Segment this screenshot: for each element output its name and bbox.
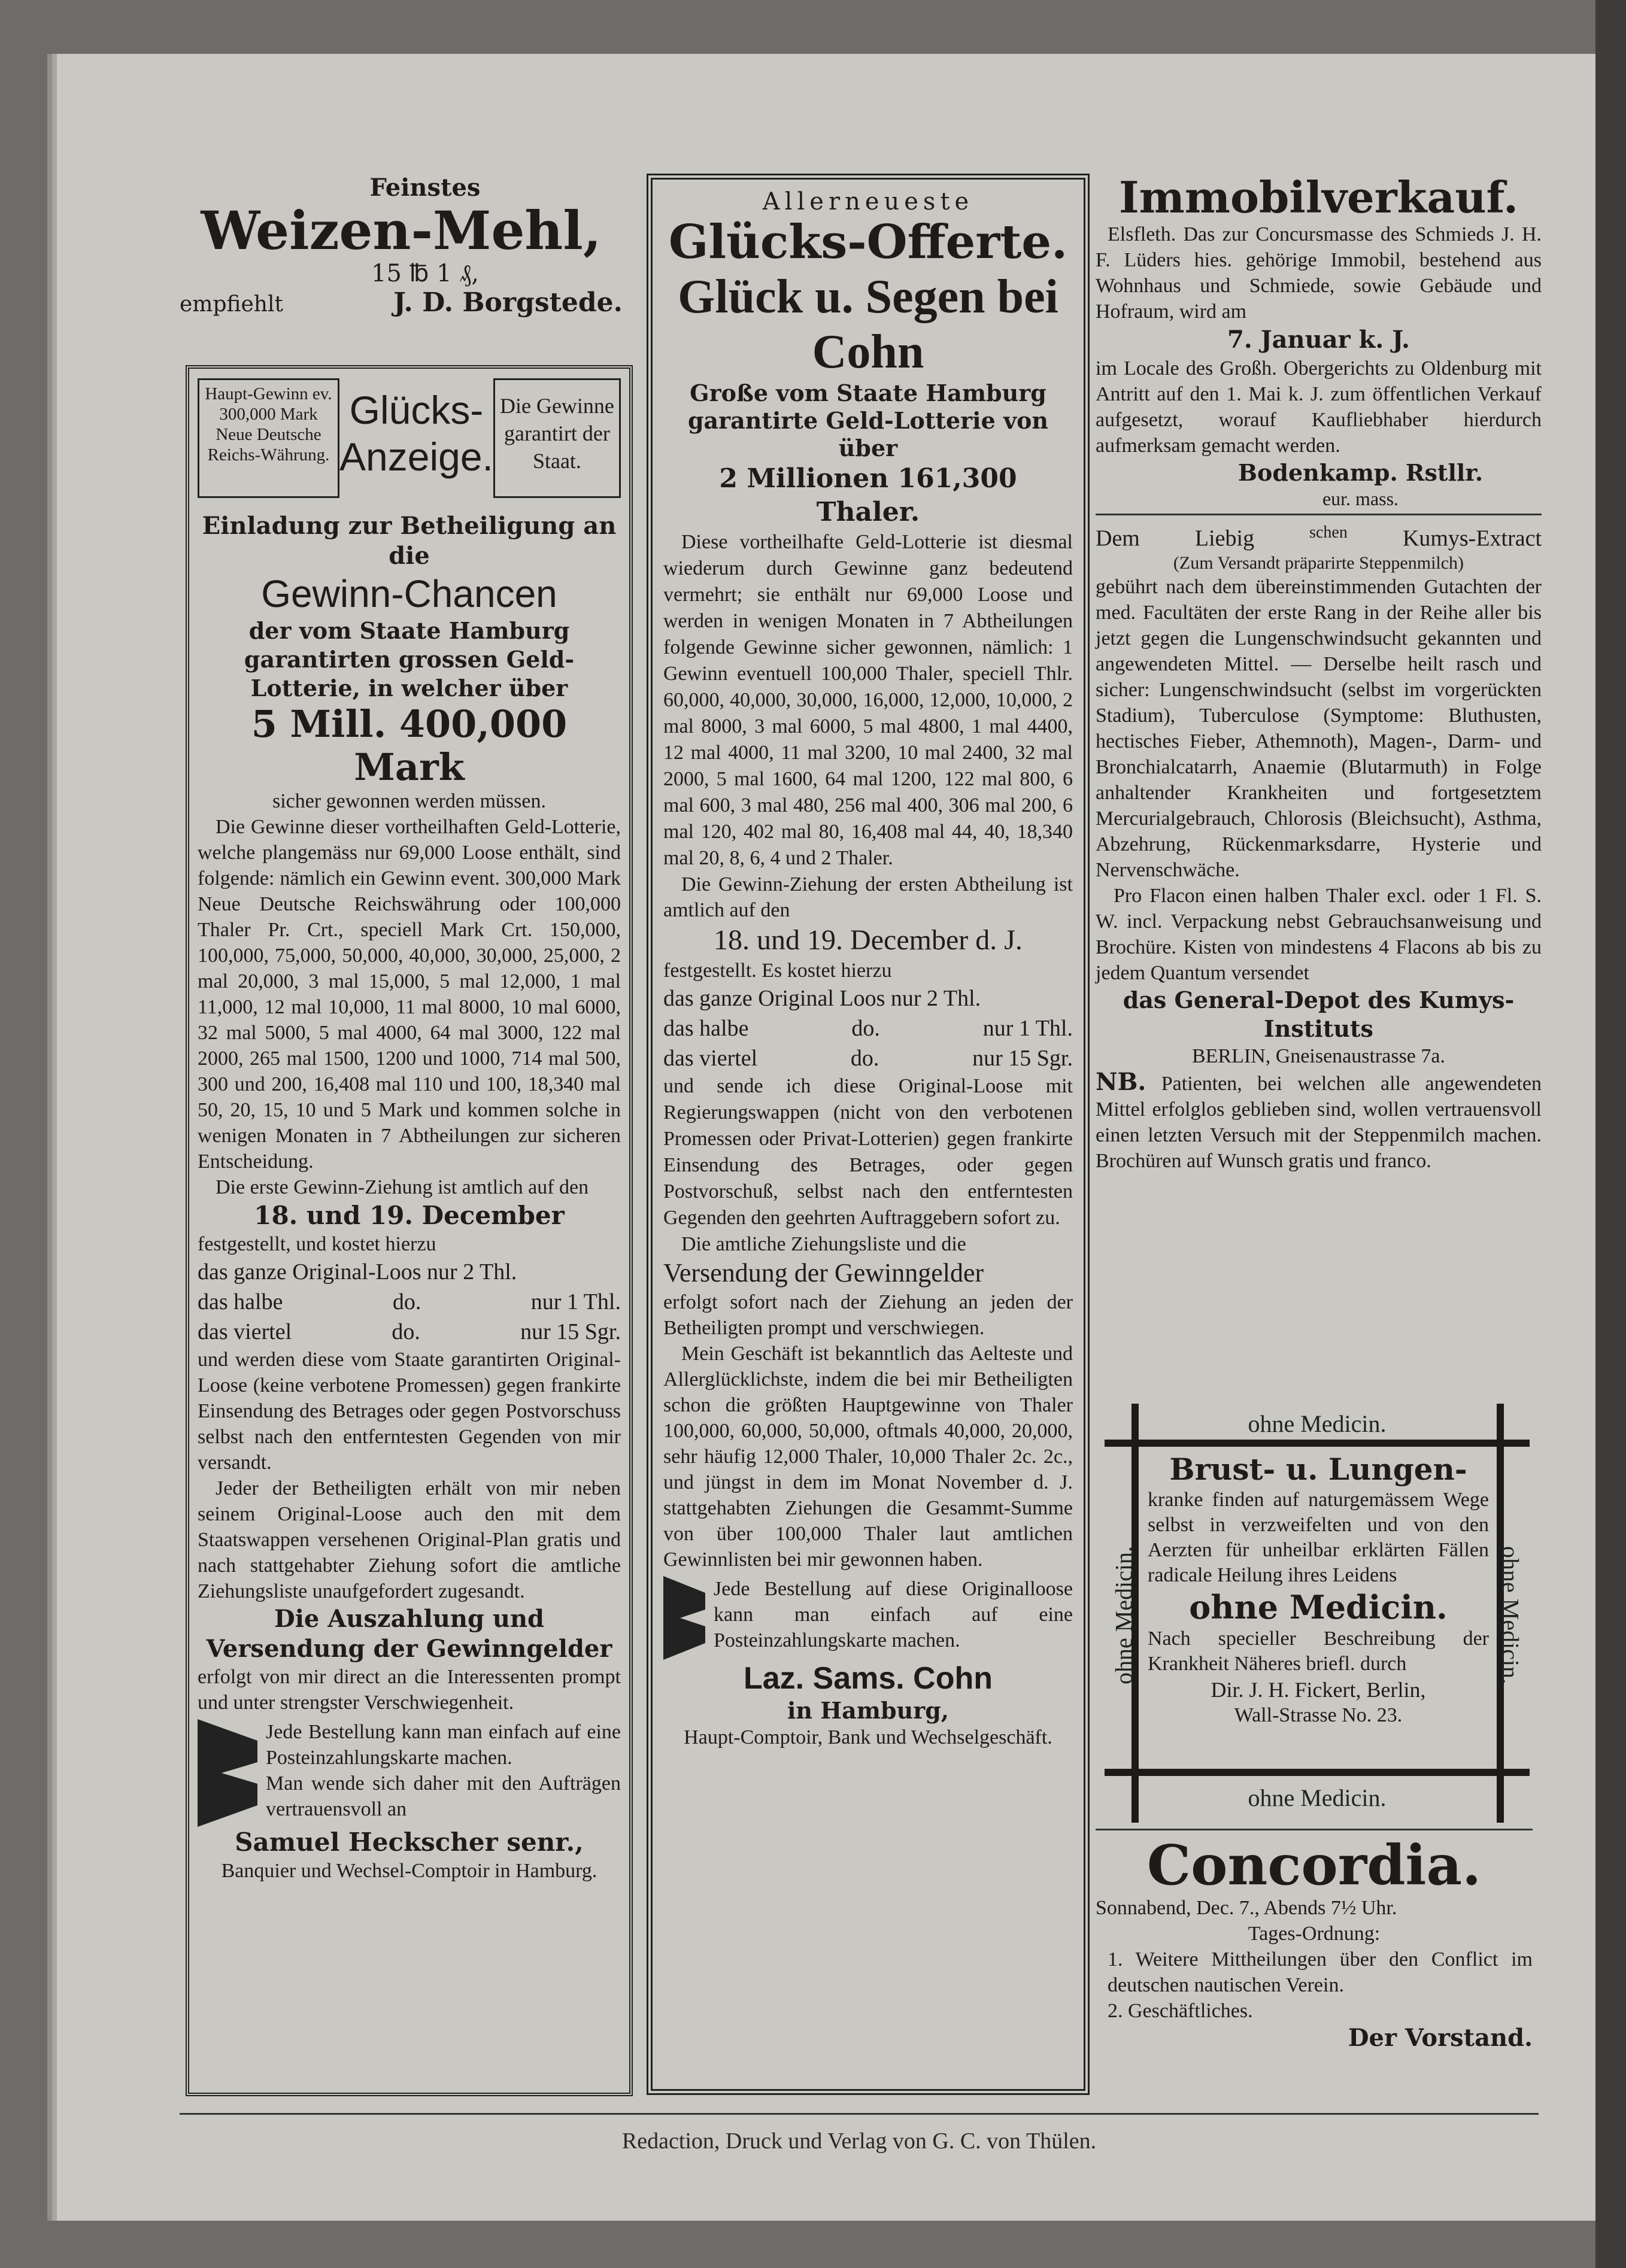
kumys-sub: (Zum Versandt präparirte Steppenmilch) bbox=[1173, 552, 1464, 573]
estate-body1: Elsfleth. Das zur Concursmasse des Schmieds J. H. F. Lüders hies. gehörige Immobil, bestehend aus Wohnhaus und Schmiede, sowie Gebäude und Hofraum, wird am bbox=[1096, 223, 1542, 323]
cohn-half-ditto: do. bbox=[851, 1016, 880, 1041]
kumys-head-a: Dem Liebig bbox=[1096, 526, 1255, 551]
cohn-body6: erfolgt sofort nach der Ziehung an jeden der Betheiligten prompt und verschwiegen. bbox=[663, 1291, 1073, 1339]
cohn-quarter-label: das viertel bbox=[663, 1046, 758, 1071]
heckscher-dates: 18. und 19. December bbox=[254, 1201, 565, 1230]
footer-rule bbox=[180, 2113, 1539, 2115]
cohn-body2: Die Gewinn-Ziehung der ersten Abtheilung ist amtlich auf den bbox=[663, 873, 1073, 921]
flour-price: 15 ℔ 1 ₰, bbox=[371, 260, 479, 287]
heckscher-header bbox=[198, 378, 621, 498]
heckscher-quarter-price: nur 15 Sgr. bbox=[520, 1319, 621, 1344]
estate-date: 7. Januar k. J. bbox=[1227, 326, 1410, 354]
kumys-nb-para bbox=[1096, 1069, 1542, 1174]
cohn-top: Allerneueste bbox=[762, 188, 974, 215]
column-left bbox=[180, 174, 623, 353]
cohn-body7: Mein Geschäft ist bekanntlich das Aelteste und Allerglücklichste, indem die bei mir Betheiligten schon die größten Hauptgewinne von Thaler 100,000, 60,000, 50,000, oftmals 40,000, 20,000, sehr häufig 12,000 Thaler, 10,000 Thaler 2c. 2c., und jüngst in dem im Monat November d. J. stattgehabten Ziehungen die Gesammt-Summe von über 100,000 Thaler laut amtlichen Gewinnlisten bei mir gewonnen haben. bbox=[663, 1343, 1073, 1571]
flour-ad bbox=[180, 174, 623, 353]
cohn-quarter-ditto: do. bbox=[850, 1046, 879, 1071]
pointing-hand-icon bbox=[663, 1576, 705, 1660]
cohn-sub: Große vom Staate Hamburg garantirte Geld-Lotterie von über bbox=[687, 379, 1049, 462]
estate-ad bbox=[1096, 174, 1542, 510]
cohn-quarter-price: nur 15 Sgr. bbox=[972, 1046, 1073, 1071]
cohn-amount: 2 Millionen 161,300 Thaler. bbox=[719, 463, 1017, 527]
frame-bar-top bbox=[1105, 1440, 1530, 1447]
heckscher-box-right: Die Gewinne garantirt der Staat. bbox=[493, 378, 621, 498]
heckscher-body4: und werden diese vom Staate garantirten Original-Loose (keine verbotene Promessen) gegen frankirte Einsendung des Betrages oder gegen Postvorschuss selbst nach den entferntesten Gegenden von mir versandt. bbox=[198, 1349, 621, 1474]
concordia-item1: 1. Weitere Mittheilungen über den Conflict im deutschen nautischen Verein. bbox=[1108, 1948, 1533, 1996]
heckscher-half-price: nur 1 Thl. bbox=[530, 1289, 621, 1314]
cohn-half-price: nur 1 Thl. bbox=[982, 1016, 1073, 1041]
heckscher-half-ditto: do. bbox=[392, 1289, 421, 1314]
medicin-doctor: Dir. J. H. Fickert, Berlin, bbox=[1211, 1678, 1426, 1702]
cohn-sending: Versendung der Gewinngelder bbox=[663, 1258, 984, 1288]
flour-seller: J. D. Borgstede. bbox=[393, 287, 623, 318]
cohn-title: Glücks-Offerte. bbox=[668, 215, 1068, 269]
heckscher-firm-sub: Banquier und Wechsel-Comptoir in Hamburg. bbox=[221, 1860, 597, 1882]
estate-sign2: eur. mass. bbox=[1322, 488, 1399, 509]
heckscher-quarter-label: das viertel bbox=[198, 1319, 292, 1344]
kumys-head-b: schen bbox=[1309, 523, 1348, 542]
frame-right-label: ohne Medicin. bbox=[1497, 1546, 1524, 1685]
frame-left-label: ohne Medicin. bbox=[1110, 1546, 1137, 1685]
heckscher-quarter-ditto: do. bbox=[392, 1319, 420, 1344]
column-right bbox=[1096, 174, 1542, 1174]
heckscher-body1: Die Gewinne dieser vortheilhaften Geld-Lotterie, welche plangemäss nur 69,000 Loose enthält, sind folgende: nämlich ein Gewinn event. 300,000 Mark Neue Deutsche Reichswährung oder 100,000 Thaler Pr. Crt., speciell Mark Crt. 150,000, 100,000, 75,000, 50,000, 40,000, 30,000, 25,000, 2 mal 20,000, 3 mal 15,000, 5 mal 12,000, 1 mal 11,000, 12 mal 10,000, 11 mal 8000, 10 mal 6000, 32 mal 5000, 5 mal 4000, 64 mal 3000, 122 mal 2000, 265 mal 1500, 1200 und 1000, 714 mal 500, 300 und 200, 16,408 mal 110 und 100, 18,340 mal 50, 20, 15, 10 und 5 Mark und kommen solche in wenigen Monaten in 7 Abtheilungen zur sicheren Entscheidung. bbox=[198, 816, 621, 1173]
medicin-ad bbox=[1105, 1404, 1530, 1823]
medicin-body2: Nach specieller Beschreibung der Krankheit Näheres briefl. durch bbox=[1148, 1628, 1489, 1675]
heckscher-sure: sicher gewonnen werden müssen. bbox=[272, 790, 546, 812]
divider bbox=[1096, 514, 1542, 515]
concordia-sign: Der Vorstand. bbox=[1348, 2024, 1533, 2052]
kumys-address: BERLIN, Gneisenaustrasse 7a. bbox=[1191, 1045, 1445, 1067]
cohn-whole: das ganze Original Loos nur 2 Thl. bbox=[663, 986, 981, 1011]
cohn-ad bbox=[647, 174, 1090, 2095]
concordia-ad bbox=[1096, 1829, 1533, 2053]
heckscher-body7: Jede Bestellung kann man einfach auf eine Posteinzahlungskarte machen. bbox=[266, 1721, 621, 1769]
kumys-body1: gebührt nach dem übereinstimmenden Gutachten der med. Facultäten der erste Rang in der Reihe aller bis jetzt gegen die Lungenschwindsucht gekannten und angewendeten Mittel. — Derselbe heilt rasch und sicher: Lungenschwindsucht (selbst im vorgerückten Stadium), Tuberculose (Symptome: Bluthusten, hectisches Fieber, Athemnoth), Magen-, Darm- und Bronchialcatarrh, Anaemie (Blutarmuth) in Folge anhaltender Krankheiten und fortgesetztem Mercurialgebrauch, Chlorosis (Bleichsucht), Asthma, Abzehrung, Rückenmarksdarre, Hysterie und Nervenschwäche. bbox=[1096, 575, 1542, 881]
cohn-body1: Diese vortheilhafte Geld-Lotterie ist diesmal wiederum durch Gewinne ganz bedeutend vermehrt; sie enthält nur 69,000 Loose und werden in wenigen Monaten in 7 Abtheilungen folgende Gewinne sicher gewonnen, nämlich: 1 Gewinn eventuell 100,000 Thaler, speciell Thlr. 60,000, 40,000, 30,000, 16,000, 12,000, 10,000, 2 mal 8000, 3 mal 6000, 5 mal 4800, 1 mal 4400, 12 mal 4000, 11 mal 3200, 10 mal 2400, 32 mal 2000, 5 mal 1600, 64 mal 1200, 122 mal 800, 6 mal 600, 3 mal 480, 256 mal 400, 306 mal 200, 6 mal 120, 402 mal 80, 16,408 mal 44, 40, 18,340 mal 20, 8, 6, 4 und 2 Thaler. bbox=[663, 531, 1073, 869]
kumys-head-c: Kumys-Extract bbox=[1402, 526, 1542, 551]
cohn-firm-sub: Haupt-Comptoir, Bank und Wechselgeschäft. bbox=[684, 1726, 1052, 1748]
estate-sign: Bodenkamp. Rstllr. bbox=[1237, 459, 1484, 486]
flour-offer: empfiehlt bbox=[180, 292, 283, 317]
cohn-half-label: das halbe bbox=[663, 1016, 749, 1041]
concordia-date: Sonnabend, Dec. 7., Abends 7½ Uhr. bbox=[1096, 1897, 1397, 1919]
frame-bottom-label: ohne Medicin. bbox=[1248, 1784, 1387, 1811]
cohn-body3: festgestellt. Es kostet hierzu bbox=[663, 960, 892, 982]
frame-bar-bottom bbox=[1105, 1769, 1530, 1776]
heckscher-body8: Man wende sich daher mit den Aufträgen vertrauensvoll an bbox=[266, 1772, 621, 1820]
concordia-agenda: Tages-Ordnung: bbox=[1248, 1923, 1381, 1945]
page-edge bbox=[1595, 0, 1626, 2268]
divider bbox=[1096, 1829, 1533, 1830]
heckscher-invite: Einladung zur Betheiligung an die bbox=[202, 512, 617, 570]
cohn-dates: 18. und 19. December d. J. bbox=[714, 924, 1023, 956]
heckscher-box-left: Haupt-Gewinn ev. 300,000 Mark Neue Deutsche Reichs-Währung. bbox=[198, 378, 339, 498]
cohn-body4: und sende ich diese Original-Loose mit Regierungswappen (nicht von den verbotenen Promessen oder Privat-Lotterien) gegen frankirte Einsendung des Betrages, oder gegen Postvorschuß, selbst nach den entferntesten Gegenden den geehrten Auftraggebern sofort zu. bbox=[663, 1075, 1073, 1229]
cohn-city: in Hamburg, bbox=[787, 1697, 949, 1724]
kumys-depot: das General-Depot des Kumys-Instituts bbox=[1123, 986, 1515, 1042]
kumys-headline bbox=[1096, 519, 1542, 552]
heckscher-box-center: Glücks-Anzeige. bbox=[339, 388, 493, 479]
pointing-hand-icon bbox=[198, 1719, 257, 1827]
kumys-body2: Pro Flacon einen halben Thaler excl. oder 1 Fl. S. W. incl. Verpackung nebst Gebrauchsanweisung und Brochüre. Kisten von mindestens 4 Flacons ab bis zu jedem Quantum versendet bbox=[1096, 884, 1542, 984]
cohn-firm: Laz. Sams. Cohn bbox=[743, 1661, 993, 1696]
flour-line1: Feinstes bbox=[369, 174, 481, 202]
heckscher-body3: festgestellt, und kostet hierzu bbox=[198, 1233, 436, 1255]
heckscher-sub: der vom Staate Hamburg garantirten grossen Geld-Lotterie, in welcher über bbox=[244, 617, 575, 702]
cohn-slogan: Glück u. Segen bei Cohn bbox=[678, 271, 1058, 378]
medicin-big: ohne Medicin. bbox=[1189, 1588, 1448, 1626]
kumys-nb: NB. bbox=[1096, 1067, 1146, 1096]
heckscher-ad bbox=[186, 365, 633, 2096]
heckscher-whole: das ganze Original-Loos nur 2 Thl. bbox=[198, 1259, 517, 1285]
estate-title: Immobilverkauf. bbox=[1118, 172, 1519, 223]
frame-top-label: ohne Medicin. bbox=[1248, 1410, 1387, 1437]
heckscher-body2: Die erste Gewinn-Ziehung ist amtlich auf den bbox=[216, 1176, 589, 1198]
kumys-nb-text: Patienten, bei welchen alle angewendeten Mittel erfolglos geblieben sind, wollen vertrauensvoll einen letzten Versuch mit der Steppenmilch machen. Brochüren auf Wunsch gratis und franco. bbox=[1096, 1072, 1542, 1172]
heckscher-payout: Die Auszahlung und Versendung der Gewinngelder bbox=[206, 1605, 612, 1663]
heckscher-firm: Samuel Heckscher senr., bbox=[235, 1827, 584, 1857]
cohn-body5: Die amtliche Ziehungsliste und die bbox=[681, 1233, 966, 1255]
cohn-body8: Jede Bestellung auf diese Originalloose kann man einfach auf eine Posteinzahlungskarte machen. bbox=[714, 1578, 1073, 1651]
heckscher-body6: erfolgt von mir direct an die Interessenten prompt und unter strengster Verschwiegenheit. bbox=[198, 1666, 621, 1714]
medicin-body1: kranke finden auf naturgemässem Wege selbst in verzweifelten und von den Aerzten für unheilbar erklärten Fällen radicale Heilung ihres Leidens bbox=[1148, 1489, 1489, 1586]
flour-title: Weizen-Mehl, bbox=[201, 199, 602, 262]
concordia-item2: 2. Geschäftliches. bbox=[1108, 2000, 1253, 2022]
footer-imprint: Redaction, Druck und Verlag von G. C. von Thülen. bbox=[621, 2129, 1097, 2154]
heckscher-chances: Gewinn-Chancen bbox=[261, 572, 557, 615]
heckscher-body5: Jeder der Betheiligten erhält von mir neben seinem Original-Loose auch den mit dem Staatswappen versehenen Original-Plan gratis und nach stattgehabter Ziehung sofort die amtliche Ziehungsliste unaufgefordert zugesandt. bbox=[198, 1477, 621, 1602]
medicin-title: Brust- u. Lungen- bbox=[1169, 1452, 1467, 1487]
estate-body2: im Locale des Großh. Obergerichts zu Oldenburg mit Antritt auf den 1. Mai k. J. zum öffentlichen Verkauf aufgesetzt, worauf Kaufliebhaber hierdurch aufmerksam gemacht werden. bbox=[1096, 357, 1542, 457]
heckscher-half-label: das halbe bbox=[198, 1289, 283, 1314]
medicin-street: Wall-Strasse No. 23. bbox=[1234, 1704, 1403, 1726]
concordia-title: Concordia. bbox=[1146, 1833, 1482, 1897]
heckscher-amount: 5 Mill. 400,000 Mark bbox=[251, 702, 568, 789]
kumys-ad bbox=[1096, 519, 1542, 1174]
